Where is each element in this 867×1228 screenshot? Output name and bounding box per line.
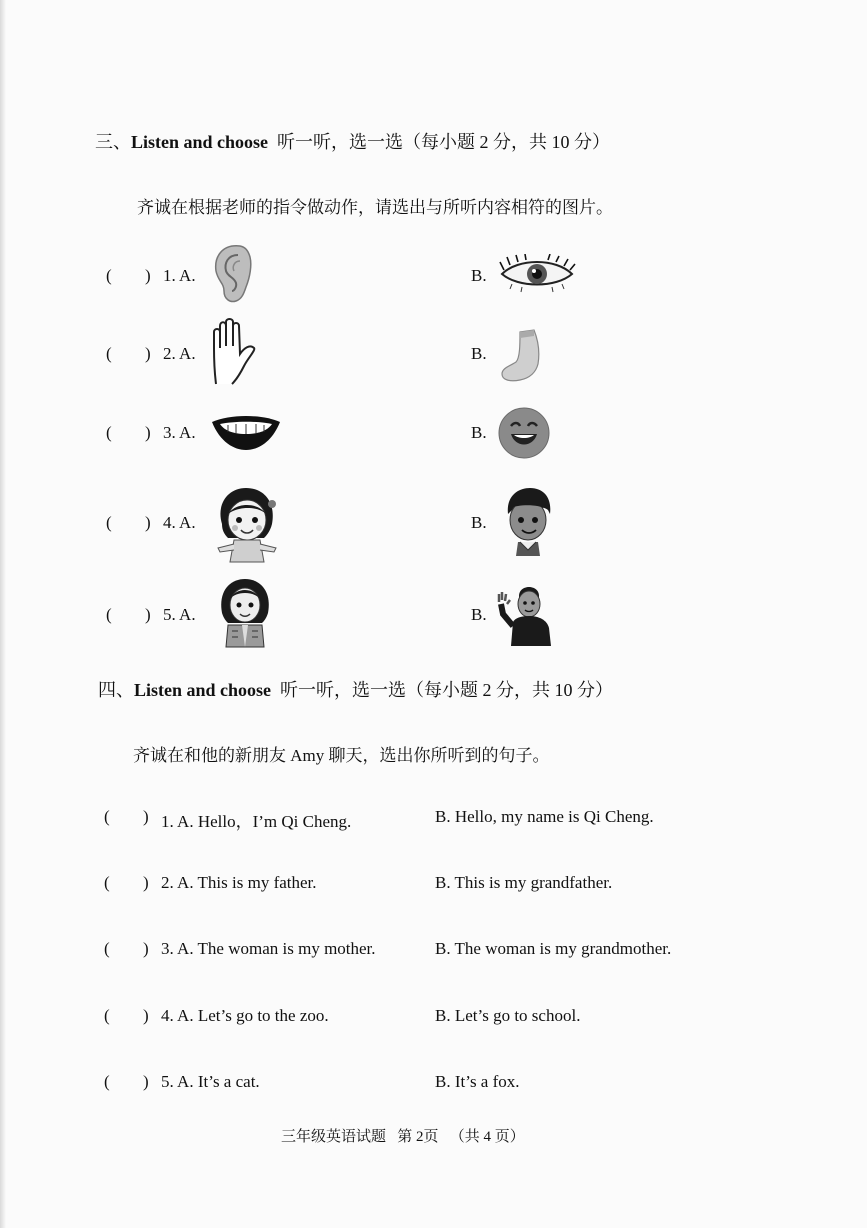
boy-icon [500, 486, 556, 560]
answer-paren-open: ( [104, 1072, 110, 1091]
answer-paren-open: ( [106, 266, 112, 285]
option-a-text: 4. A. Let’s go to the zoo. [161, 1006, 329, 1025]
section4-heading [98, 676, 613, 702]
foot-icon [500, 328, 548, 384]
section3-heading-en: Listen and choose [131, 132, 269, 152]
footer-page-number: 第 2页 [397, 1129, 439, 1145]
section4-instruction: 齐诚在和他的新朋友 Amy 聊天，选出你所听到的句子。 [133, 746, 550, 765]
option-a-label: 4. A. [163, 513, 196, 532]
scan-edge [0, 0, 6, 1228]
answer-paren-close: ) [143, 873, 149, 892]
answer-paren-close: ) [143, 1072, 149, 1091]
option-a-label: 5. A. [163, 605, 196, 624]
option-a-text: 3. A. The woman is my mother. [161, 939, 376, 958]
section3-instruction: 齐诚在根据老师的指令做动作，请选出与所听内容相符的图片。 [137, 198, 613, 217]
section4-heading-en: Listen and choose [134, 680, 272, 700]
option-a-text: 5. A. It’s a cat. [161, 1072, 260, 1091]
option-a-label: 2. A. [163, 344, 196, 363]
answer-paren-close: ) [145, 513, 151, 532]
answer-paren-close: ) [145, 605, 151, 624]
option-b-text: B. Hello, my name is Qi Cheng. [435, 807, 654, 826]
answer-paren-open: ( [106, 344, 112, 363]
option-a-label: 1. A. [163, 266, 196, 285]
answer-paren-open: ( [104, 939, 110, 958]
answer-paren-close: ) [145, 266, 151, 285]
footer-title: 三年级英语试题 [281, 1129, 387, 1145]
option-b-text: B. The woman is my grandmother. [435, 939, 672, 958]
option-a-text: 2. A. This is my father. [161, 873, 317, 892]
answer-paren-open: ( [106, 513, 112, 532]
option-a-label: 3. A. [163, 423, 196, 442]
answer-paren-open: ( [106, 423, 112, 442]
page-footer [281, 1125, 525, 1146]
option-b-label: B. [471, 344, 487, 363]
answer-paren-open: ( [104, 807, 110, 826]
woman-icon [218, 577, 272, 649]
answer-paren-close: ) [145, 344, 151, 363]
answer-paren-close: ) [143, 807, 149, 826]
section4-heading-cn: 听一听，选一选（每小题 2 分，共 10 分） [280, 680, 614, 700]
hand-icon [210, 318, 260, 388]
option-b-text: B. This is my grandfather. [435, 873, 613, 892]
face-icon [497, 406, 551, 460]
section3-heading-cn: 听一听，选一选（每小题 2 分，共 10 分） [277, 132, 611, 152]
waving-man-icon [497, 578, 557, 648]
footer-page-total: （共 4 页） [449, 1129, 525, 1145]
mouth-icon [210, 412, 282, 452]
answer-paren-open: ( [104, 873, 110, 892]
answer-paren-close: ) [143, 1006, 149, 1025]
option-b-label: B. [471, 423, 487, 442]
eye-icon [498, 254, 576, 296]
section3-heading [95, 128, 610, 154]
answer-paren-close: ) [143, 939, 149, 958]
option-a-text: 1. A. Hello，I’m Qi Cheng. [161, 812, 352, 831]
option-b-label: B. [471, 605, 487, 624]
girl-icon [214, 484, 280, 564]
option-b-label: B. [471, 513, 487, 532]
option-b-text: B. Let’s go to school. [435, 1006, 581, 1025]
option-b-text: B. It’s a fox. [435, 1072, 520, 1091]
section4-heading-num: 四、 [98, 680, 134, 700]
answer-paren-close: ) [145, 423, 151, 442]
ear-icon [210, 243, 254, 305]
answer-paren-open: ( [104, 1006, 110, 1025]
section3-heading-num: 三、 [95, 132, 131, 152]
answer-paren-open: ( [106, 605, 112, 624]
option-b-label: B. [471, 266, 487, 285]
